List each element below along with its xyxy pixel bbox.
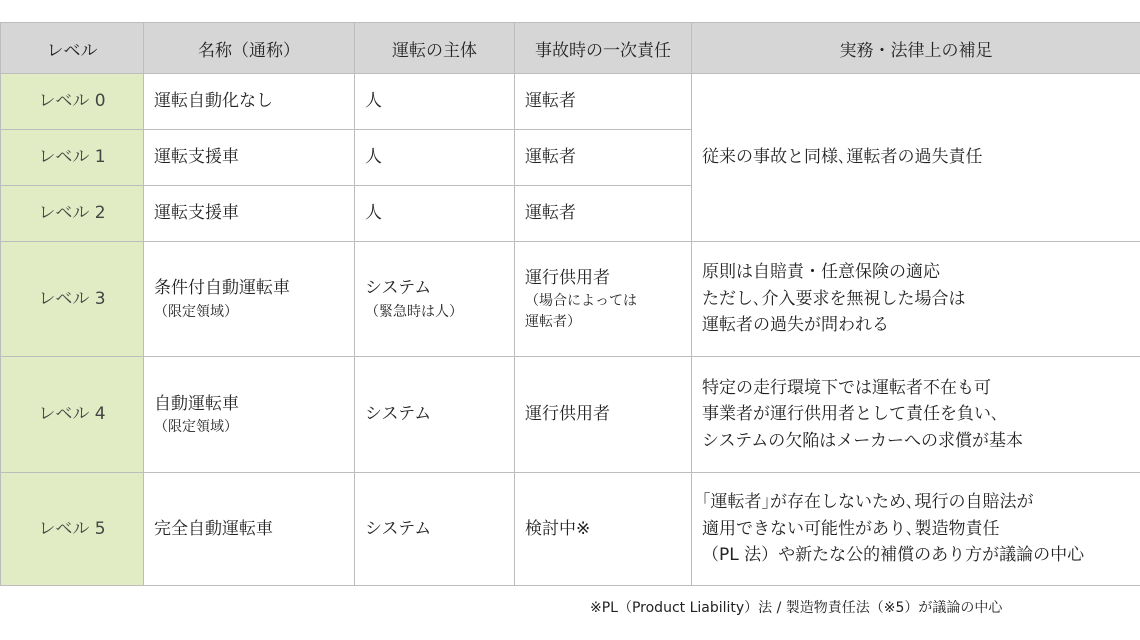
- notes-cell-l4: [692, 357, 1140, 473]
- table-row: [1, 242, 1140, 357]
- header-name: 名称（通称）: [144, 23, 355, 74]
- notes-cell-l3: [692, 242, 1140, 357]
- name-main: 自動運転車: [154, 393, 239, 414]
- subject-main: システム: [365, 278, 432, 299]
- note-line: 特定の走行環境下では運転者不在も可: [702, 377, 991, 398]
- header-subject: 運転の主体: [355, 23, 515, 74]
- note-line: （PL 法）や新たな公的補償のあり方が議論の中心: [702, 545, 1085, 566]
- table-row: [1, 357, 1140, 473]
- notes-cell-l0-2: [692, 74, 1140, 242]
- table-row: [1, 74, 1140, 130]
- level-cell: レベル 0: [1, 74, 144, 130]
- responsibility-cell: 運行供用者: [515, 357, 692, 473]
- level-cell: レベル 1: [1, 130, 144, 186]
- name-cell: 完全自動運転車: [144, 473, 355, 586]
- responsibility-main: 運行供用者: [525, 267, 610, 288]
- note-line: 運転者の過失が問われる: [702, 315, 889, 336]
- autonomous-driving-liability-table: [0, 22, 1140, 586]
- level-cell: レベル 3: [1, 242, 144, 357]
- subject-sub: （緊急時は人）: [365, 303, 463, 320]
- table-header-row: [1, 23, 1140, 74]
- name-cell: 運転支援車: [144, 186, 355, 242]
- responsibility-cell: [515, 242, 692, 357]
- note-line: 原則は自賠責・任意保険の適応: [702, 262, 940, 283]
- level-cell: レベル 2: [1, 186, 144, 242]
- subject-cell: 人: [355, 186, 515, 242]
- name-sub: （限定領域）: [154, 303, 238, 320]
- note-line: システムの欠陥はメーカーへの求償が基本: [702, 430, 1023, 451]
- table-row: [1, 473, 1140, 586]
- subject-cell: システム: [355, 357, 515, 473]
- subject-cell: 人: [355, 130, 515, 186]
- name-cell: 運転支援車: [144, 130, 355, 186]
- name-cell: [144, 242, 355, 357]
- responsibility-sub: （場合によっては: [525, 293, 637, 310]
- name-cell: [144, 357, 355, 473]
- level-cell: レベル 5: [1, 473, 144, 586]
- notes-cell-l5: [692, 473, 1140, 586]
- responsibility-cell: 検討中※: [515, 473, 692, 586]
- responsibility-cell: 運転者: [515, 186, 692, 242]
- header-level: レベル: [1, 23, 144, 74]
- subject-cell: 人: [355, 74, 515, 130]
- footnote: ※PL（Product Liability）法 / 製造物責任法（※5）が議論の中心: [590, 600, 1003, 616]
- header-notes: 実務・法律上の補足: [692, 23, 1140, 74]
- note-line: 事業者が運行供用者として責任を負い､: [702, 404, 1000, 425]
- name-main: 条件付自動運転車: [154, 278, 290, 299]
- note-line: ｢運転者｣が存在しないため､現行の自賠法が: [702, 492, 1034, 513]
- responsibility-cell: 運転者: [515, 74, 692, 130]
- subject-cell: システム: [355, 473, 515, 586]
- note-line: ただし､介入要求を無視した場合は: [702, 288, 966, 309]
- note-line: 適用できない可能性があり､製造物責任: [702, 518, 1000, 539]
- subject-cell: [355, 242, 515, 357]
- name-cell: 運転自動化なし: [144, 74, 355, 130]
- header-responsibility: 事故時の一次責任: [515, 23, 692, 74]
- responsibility-cell: 運転者: [515, 130, 692, 186]
- note-line: 従来の事故と同様､運転者の過失責任: [702, 147, 983, 168]
- name-sub: （限定領域）: [154, 419, 238, 436]
- responsibility-sub: 運転者）: [525, 314, 581, 331]
- level-cell: レベル 4: [1, 357, 144, 473]
